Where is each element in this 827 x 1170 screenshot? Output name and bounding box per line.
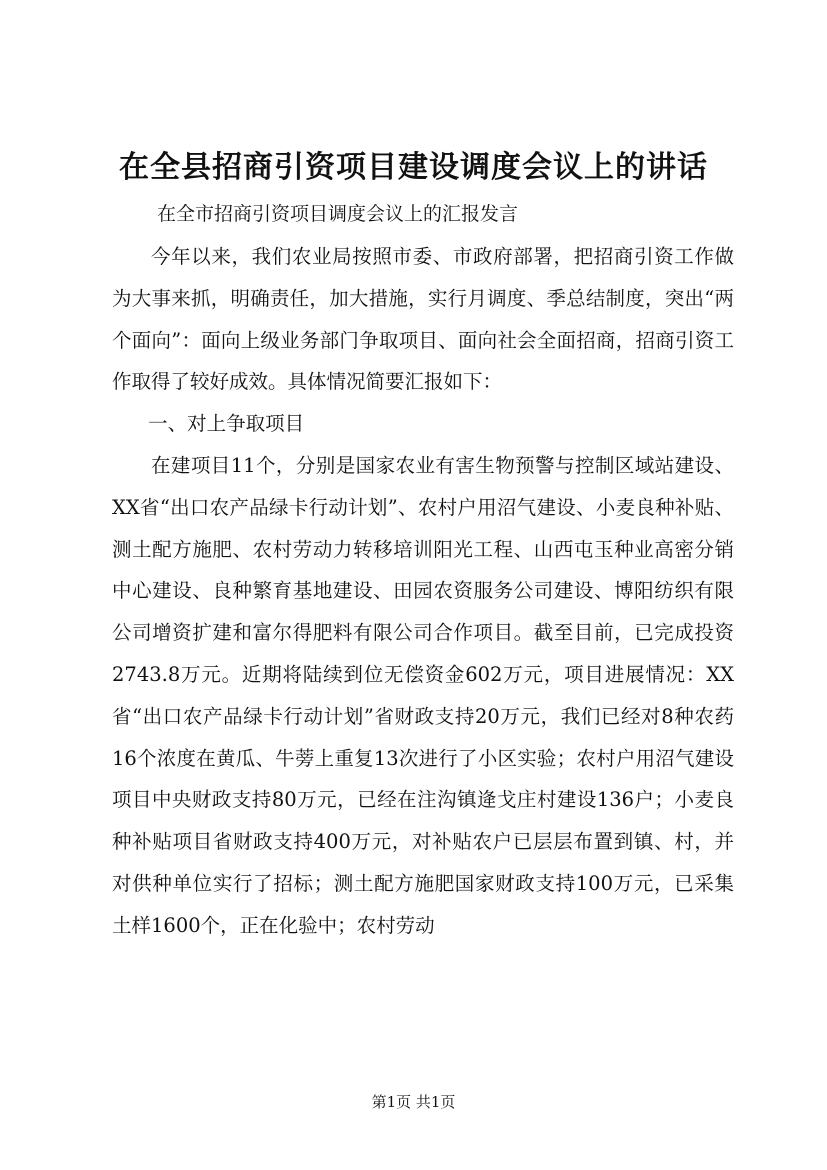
document-title: 在全县招商引资项目建设调度会议上的讲话 [119,150,708,185]
section-heading: 一、对上争取项目 [148,412,305,436]
document-body [112,236,734,947]
paragraph-intro: 今年以来，我们农业局按照市委、市政府部署，把招商引资工作做为大事来抓，明确责任，加大措施，实行月调度、季总结制度，突出“两个面向”：面向上级业务部门争取项目、面向社会全面招商，招商引资工作取得了较好成效。具体情况简要汇报如下： [112,245,734,394]
paragraph-projects: 在建项目11个，分别是国家农业有害生物预警与控制区域站建设、XX省“出口农产品绿卡行动计划”、农村户用沼气建设、小麦良种补贴、测土配方施肥、农村劳动力转移培训阳光工程、山西屯玉种业高密分销中心建设、良种繁育基地建设、田园农资服务公司建设、博阳纺织有限公司增资扩建和富尔得肥料有限公司合作项目。截至目前，已完成投资2743.8万元。近期将陆续到位无偿资金602万元，项目进展情况：XX省“出口农产品绿卡行动计划”省财政支持20万元，我们已经对8种农药16个浓度在黄瓜、牛蒡上重复13次进行了小区实验；农村户用沼气建设项目中央财政支持80万元，已经在注沟镇逄戈庄村建设136户；小麦良种补贴项目省财政支持400万元，对补贴农户已层层布置到镇、村，并对供种单位实行了招标；测土配方施肥国家财政支持100万元，已采集土样1600个，正在化验中；农村劳动 [112,453,734,937]
page-footer: 第1页 共1页 [371,1093,456,1111]
document-subtitle: 在全市招商引资项目调度会议上的汇报发言 [157,203,519,225]
